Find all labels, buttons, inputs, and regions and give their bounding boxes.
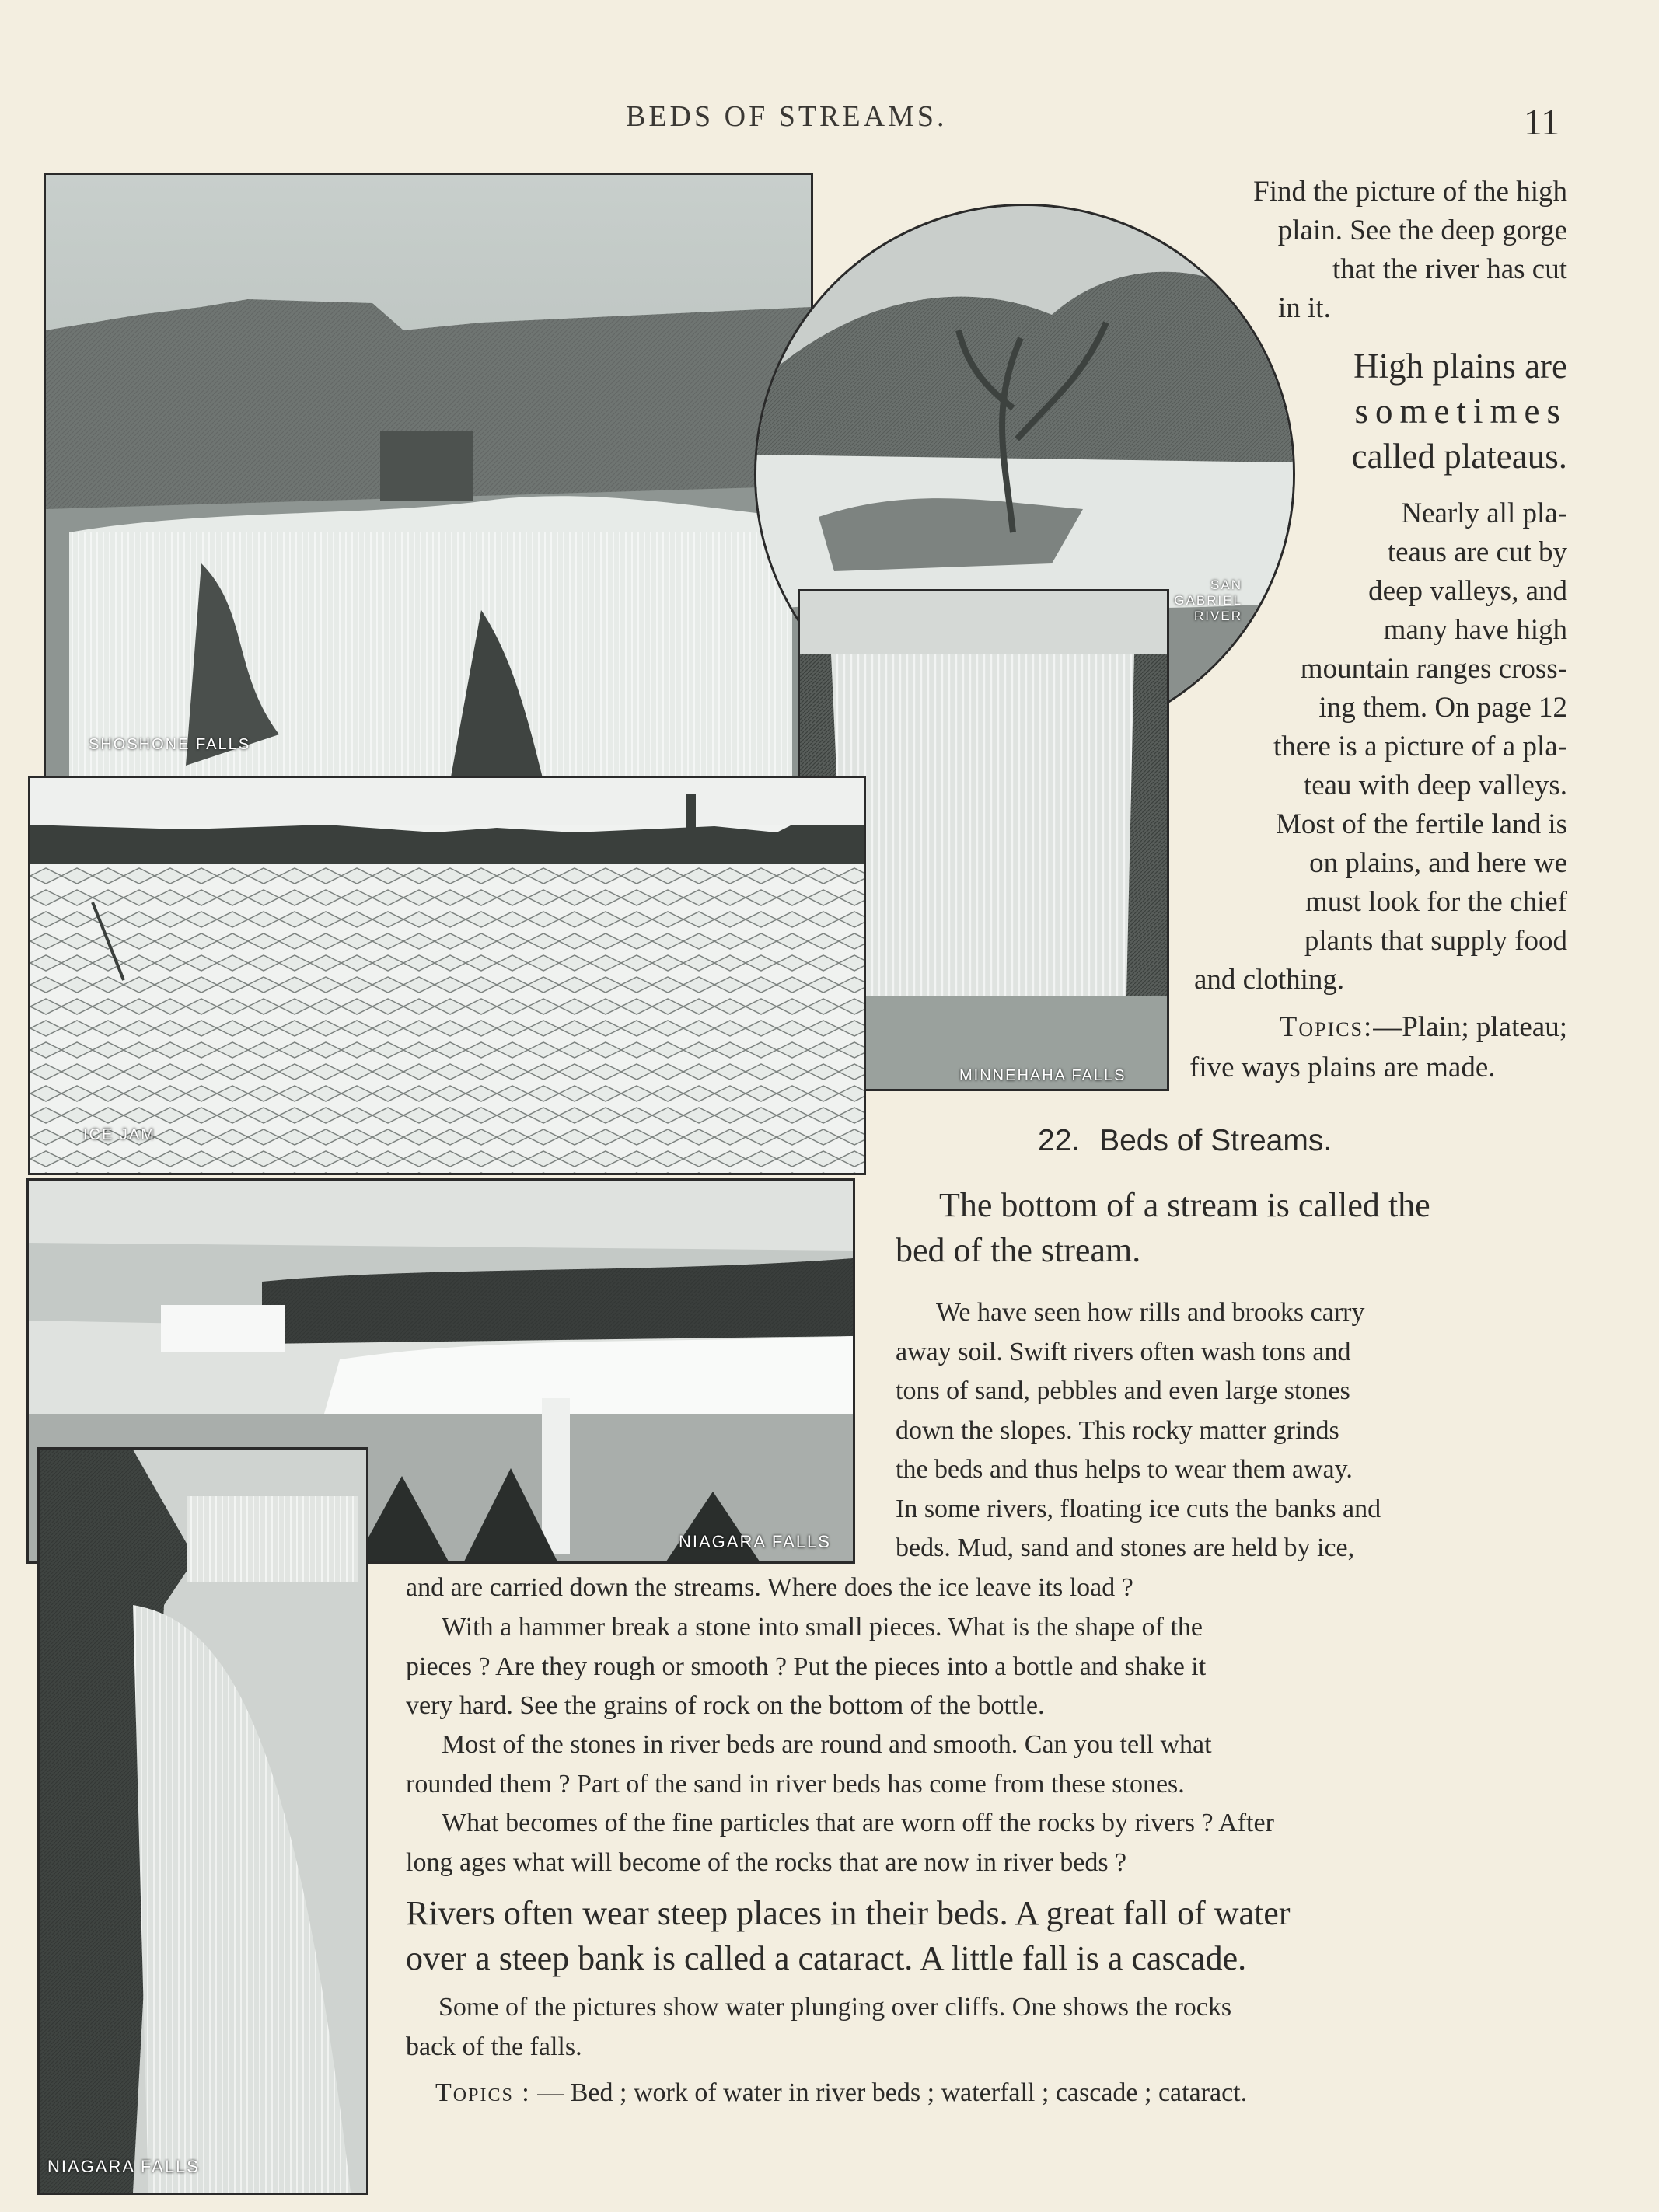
high-plains-line-3 <box>1291 434 1567 479</box>
cataract-statement <box>406 1891 1567 1981</box>
figure-niagara-falls-tall <box>37 1447 368 2195</box>
rills-line-5: the beds and thus helps to wear them away. <box>896 1455 1353 1484</box>
intro-line-4: in it. <box>1278 292 1331 324</box>
rills-paragraph <box>896 1293 1567 1568</box>
topics-plains-line-1 <box>1189 1007 1567 1048</box>
topics-beds <box>435 2074 1567 2113</box>
stones-paragraph <box>406 1725 1567 1804</box>
caption-san-gabriel-line-2: RIVER <box>1194 609 1242 623</box>
plateau-line-9: Most of the fertile land is <box>1275 808 1567 840</box>
topics-plains-text: —Plain; plateau; <box>1373 1011 1567 1043</box>
topics-beds-label: Topics : <box>435 2078 531 2107</box>
plateau-line-11: must look for the chief <box>1304 886 1567 918</box>
page-number: 11 <box>1524 102 1560 143</box>
rills-line-7: beds. Mud, sand and stones are held by ice, <box>896 1533 1355 1562</box>
cataract-line-1: Rivers often wear steep places in their beds. A great fall of water <box>406 1894 1291 1932</box>
hammer-line-2: pieces ? Are they rough or smooth ? Put the pieces into a bottle and shake it <box>406 1652 1207 1681</box>
running-header: BEDS OF STREAMS. <box>626 100 948 133</box>
plateau-line-6: ing them. On page 12 <box>1318 692 1567 724</box>
hammer-paragraph <box>406 1608 1567 1726</box>
high-plains-statement <box>1291 344 1567 479</box>
topics-plains <box>1189 1007 1567 1088</box>
figure-ice-jam <box>28 776 866 1175</box>
intro-line-1: Find the picture of the high <box>1253 176 1567 208</box>
intro-line-3: that the river has cut <box>1332 253 1567 285</box>
intro-line-2: plain. See the deep gorge <box>1277 215 1567 246</box>
particles-paragraph <box>406 1804 1567 1882</box>
figure-shoshone-falls <box>44 173 813 783</box>
rills-line-6: In some rivers, floating ice cuts the banks and <box>896 1494 1381 1523</box>
high-plains-line-2: sometimes <box>1354 392 1567 431</box>
caption-ice-jam: ICE JAM <box>83 1126 155 1143</box>
caption-niagara-falls-tall: NIAGARA FALLS <box>47 2157 200 2176</box>
plateau-line-1: Nearly all pla- <box>1401 497 1567 529</box>
bed-definition-line-2: bed of the stream. <box>896 1231 1141 1269</box>
plateau-line-7: there is a picture of a pla- <box>1273 731 1567 762</box>
bed-definition-line-1: The bottom of a stream is called the <box>939 1186 1430 1224</box>
rills-line-2: away soil. Swift rivers often wash tons and <box>896 1337 1351 1366</box>
plateau-line-4: many have high <box>1383 614 1567 646</box>
rills-line-3: tons of sand, pebbles and even large stones <box>896 1376 1350 1405</box>
plateau-line-10: on plains, and here we <box>1309 847 1567 879</box>
topics-beds-text: — Bed ; work of water in river beds ; waterfall ; cascade ; cataract. <box>537 2078 1248 2107</box>
plateau-line-13: and clothing. <box>1194 964 1345 996</box>
particles-line-2: long ages what will become of the rocks that are now in river beds ? <box>406 1847 1127 1877</box>
shoshone-falls-engraving <box>46 175 811 781</box>
cataract-line-2: over a steep bank is called a cataract. A little fall is a cascade. <box>406 1939 1247 1977</box>
rills-line-1: We have seen how rills and brooks carry <box>936 1298 1365 1327</box>
particles-line-1: What becomes of the fine particles that are worn off the rocks by rivers ? After <box>442 1809 1274 1837</box>
stones-line-1: Most of the stones in river beds are round and smooth. Can you tell what <box>442 1730 1212 1759</box>
intro-paragraph <box>1135 173 1567 328</box>
bed-definition <box>896 1183 1567 1273</box>
plateau-line-3: deep valleys, and <box>1368 575 1567 607</box>
plateau-line-12: plants that supply food <box>1304 925 1567 957</box>
plateau-line-5: mountain ranges cross- <box>1300 653 1567 685</box>
section-title: Beds of Streams. <box>1099 1124 1332 1157</box>
high-plains-line-1: High plains are <box>1353 347 1567 386</box>
caption-niagara-falls-wide: NIAGARA FALLS <box>679 1532 831 1551</box>
rills-last-line: and are carried down the streams. Where does the ice leave its load ? <box>406 1573 1133 1602</box>
topics-plains-line-2: five ways plains are made. <box>1189 1052 1496 1083</box>
niagara-tall-engraving <box>40 1450 366 2193</box>
rills-line-4: down the slopes. This rocky matter grinds <box>896 1415 1339 1445</box>
plateau-line-2: teaus are cut by <box>1387 536 1567 568</box>
hammer-line-1: With a hammer break a stone into small pieces. What is the shape of the <box>442 1613 1203 1642</box>
ice-jam-engraving <box>30 778 864 1173</box>
topics-label: Topics: <box>1279 1011 1374 1043</box>
caption-san-gabriel-line-1: SAN GABRIEL <box>1174 577 1242 608</box>
section-heading <box>1038 1124 1332 1158</box>
caption-shoshone-falls: SHOSHONE FALLS <box>89 736 251 753</box>
pictures-paragraph <box>406 1988 1567 2067</box>
plateau-line-8: teau with deep valleys. <box>1303 769 1567 801</box>
stones-line-2: rounded them ? Part of the sand in river beds has come from these stones. <box>406 1769 1185 1799</box>
plateau-paragraph <box>1189 494 1567 1000</box>
plateaus-term: called plateaus. <box>1351 437 1567 476</box>
section-number: 22. <box>1038 1124 1081 1157</box>
pictures-line-1: Some of the pictures show water plunging over cliffs. One shows the rocks <box>438 1993 1232 2022</box>
pictures-line-2: back of the falls. <box>406 2032 582 2061</box>
caption-minnehaha-falls: MINNEHAHA FALLS <box>959 1067 1126 1084</box>
hammer-line-3: very hard. See the grains of rock on the bottom of the bottle. <box>406 1691 1045 1720</box>
